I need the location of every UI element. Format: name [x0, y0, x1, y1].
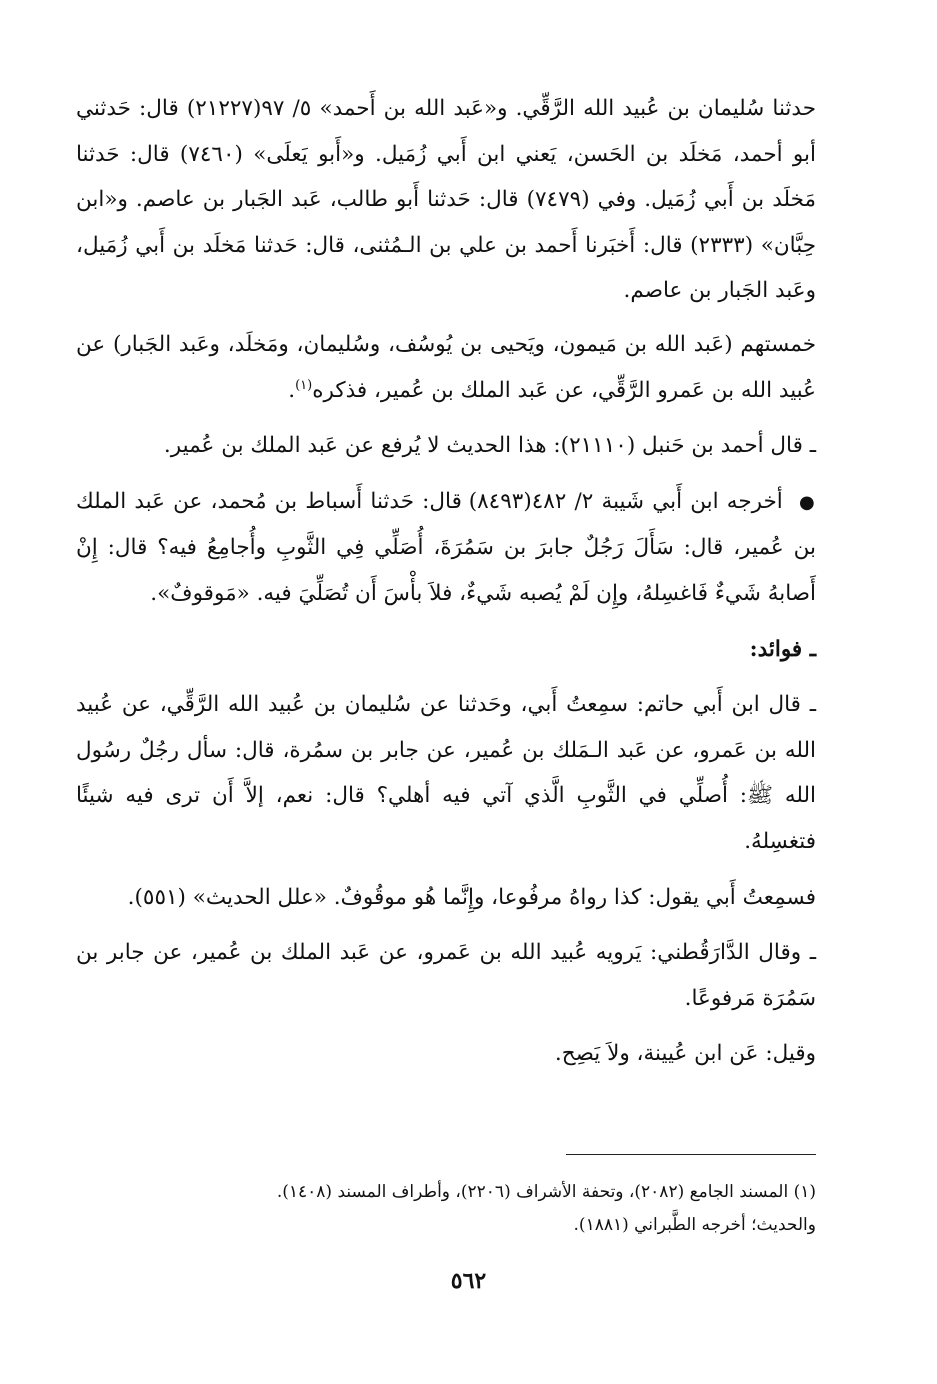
footnote-marker[interactable]: (١) [295, 377, 313, 393]
footnotes [120, 1176, 816, 1242]
paragraph-ibn-abi-shayba [76, 479, 816, 617]
paragraph-isnad-continuation: حدثنا سُليمان بن عُبيد الله الرَّقِّي. و«عَبد الله بن أَحمد» ٥/ ٩٧(٢١٢٢٧) قال: حَدثني أبو أحمد، مَخلَد بن الحَسن، يَعني ابن أَبي زُمَيل. و«أَبو يَعلَى» (٧٤٦٠) قال: حَدثنا مَخلَد بن أَبي زُمَيل. وفي (٧٤٧٩) قال: حَدثنا أَبو طالب، عَبد الجَبار بن عاصم. و«ابن حِبَّان» (٢٣٣٣) قال: أَخبَرنا أَحمد بن علي بن الـمُثنى، قال: حَدثنا مَخلَد بن أَبي زُمَيل، وعَبد الجَبار بن عاصم. [76, 96, 816, 304]
paragraph-daraqutni: ـ وقال الدَّارَقُطني: يَرويه عُبيد الله بن عَمرو، عن عَبد الملك بن عُمير، عن جابر بن سَمُرَة مَرفوعًا. [76, 940, 816, 1011]
section-heading-fawaid: ـ فوائد: [749, 636, 816, 662]
paragraph-ilal-citation: فسمِعتُ أَبي يقول: كذا رواهُ مرفُوعا، وإِنَّما هُو موقُوفٌ. «علل الحديث» (٥٥١). [127, 884, 816, 910]
paragraph-text: خمستهم (عَبد الله بن مَيمون، ويَحيى بن يُوسُف، وسُليمان، ومَخلَد، وعَبد الجَبار) عن عُبيد الله بن عَمرو الرَّقِّي، عن عَبد الملك بن عُمير، فذكره [76, 331, 816, 403]
paragraph-ahmad-comment: ـ قال أحمد بن حَنبل (٢١١١٠): هذا الحديث لا يُرفع عن عَبد الملك بن عُمير. [163, 433, 816, 459]
main-text [76, 86, 816, 1087]
footnote-separator [566, 1154, 816, 1155]
footnote-1: (١) المسند الجامع (٢٠٨٢)، وتحفة الأشراف (٢٢٠٦)، وأطراف المسند (١٤٠٨). [276, 1182, 816, 1202]
bullet-icon: ● [798, 491, 817, 513]
paragraph-wa-qila: وقيل: عَن ابن عُيينة، ولاَ يَصِح. [554, 1041, 816, 1067]
paragraph-text: أخرجه ابن أَبي شَيبة ٢/ ٤٨٢(٨٤٩٣) قال: حَدثنا أَسباط بن مُحمد، عن عَبد الملك بن عُمير، قال: سَأَلَ رَجُلٌ جابرَ بن سَمُرَةَ، أُصَلِّي فِي الثَّوبِ وأُجامِعُ فيه؟ قال: إِنْ أَصابهُ شَيءٌ فَاغسِلهُ، وإِن لَمْ يُصبه شَيءٌ، فلاَ بأْسَ أَن تُصَلِّيَ فيه. «مَوقوفٌ». [76, 488, 816, 606]
footnote-1-continuation: والحديث؛ أخرجه الطَّبراني (١٨٨١). [573, 1215, 816, 1235]
paragraph-five-narrators [76, 322, 816, 413]
paragraph-end: . [288, 377, 296, 403]
page-number: ٥٦٢ [450, 1268, 487, 1294]
paragraph-ibn-abi-hatim: ـ قال ابن أَبي حاتم: سمِعتُ أَبي، وحَدثنا عن سُليمان بن عُبيد الله الرَّقِّي، عن عُبيد الله بن عَمرو، عن عَبد الـمَلك بن عُمير، عن جابر بن سمُرة، قال: سأل رجُلٌ رسُول الله ﷺ: أُصلِّي في الثَّوبِ الَّذي آتي فيه أهلي؟ قال: نعم، إلاَّ أَن ترى فيه شيئًا فتغسِلهُ. [76, 692, 816, 854]
